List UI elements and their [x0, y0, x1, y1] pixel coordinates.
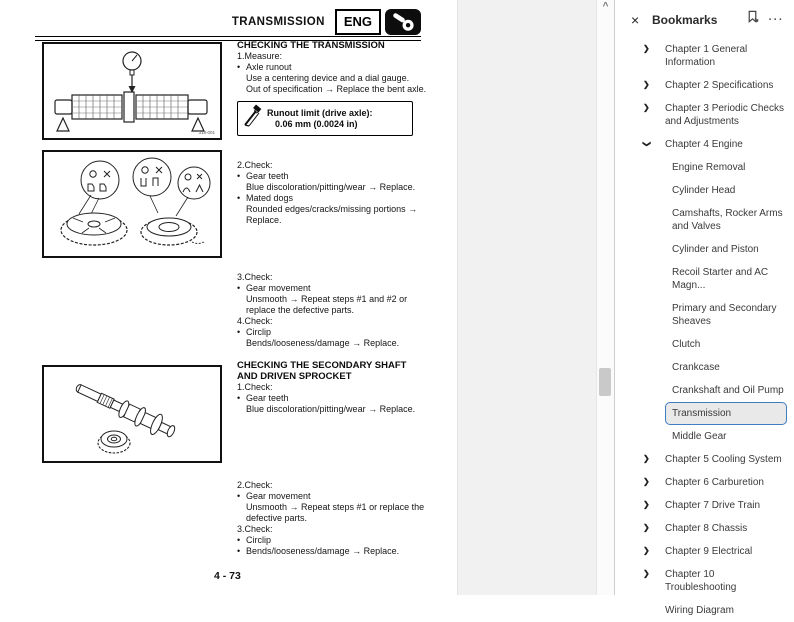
bookmark-item-label: Chapter 10 Troubleshooting: [665, 569, 737, 593]
bookmark-item-chapter-1-general-information[interactable]: [615, 38, 794, 74]
bookmark-item-chapter-4-engine[interactable]: [615, 133, 794, 156]
bookmark-item-label: Chapter 3 Periodic Checks and Adjustments: [665, 103, 784, 127]
text-line: Blue discoloration/pitting/wear → Replace.: [246, 182, 416, 192]
bullet-icon: •: [237, 193, 241, 203]
bookmark-list: [615, 35, 794, 622]
text-lines: [237, 382, 427, 557]
bookmark-item-cylinder-head[interactable]: [615, 179, 794, 202]
bookmark-item-chapter-8-chassis[interactable]: [615, 517, 794, 540]
spec-line-2: 0.06 mm (0.0024 in): [275, 118, 358, 129]
text-line: [237, 283, 427, 294]
bookmark-item-recoil-starter-and-ac-magn[interactable]: [615, 261, 794, 297]
bookmarks-title: Bookmarks: [652, 12, 718, 27]
text: Mated dogs: [246, 193, 294, 203]
bookmark-item-label: Transmission: [672, 408, 732, 419]
bookmark-item-clutch[interactable]: [615, 333, 794, 356]
text-line: 2.Check:: [237, 480, 273, 490]
overflow-menu-icon[interactable]: ···: [768, 13, 784, 26]
bookmark-item-label: Cylinder Head: [672, 185, 736, 196]
text-line: Bends/looseness/damage → Replace.: [246, 338, 400, 348]
text-line: defective parts.: [246, 513, 308, 523]
bookmark-item-label: Recoil Starter and AC Magn...: [672, 267, 769, 291]
bookmark-item-label: Cylinder and Piston: [672, 244, 759, 255]
gear-dogs-drawing: [42, 150, 222, 258]
bookmark-item-cylinder-and-piston[interactable]: [615, 238, 794, 261]
tool-badge: [385, 9, 421, 35]
text: Circlip: [246, 327, 272, 337]
section-checking-secondary-shaft: [237, 360, 427, 557]
text-line: 1.Measure:: [237, 51, 283, 61]
scroll-up-arrow-icon[interactable]: ^: [602, 1, 609, 12]
bookmark-item-label: Chapter 8 Chassis: [665, 523, 748, 534]
text: Gear teeth: [246, 171, 289, 181]
bookmark-item-camshafts-rocker-arms-and-valves[interactable]: [615, 202, 794, 238]
spec-box: [237, 101, 413, 136]
bookmark-item-label: Chapter 7 Drive Train: [665, 500, 761, 511]
text-line: 3.Check:: [237, 524, 273, 534]
chevron-right-icon[interactable]: ❯: [643, 523, 650, 532]
bookmarks-panel: [614, 0, 794, 616]
text: Gear movement: [246, 283, 311, 293]
page-title: TRANSMISSION: [231, 16, 325, 28]
text-lines: [237, 51, 427, 95]
bookmark-item-wiring-diagram[interactable]: [615, 599, 794, 622]
bookmark-item-chapter-2-specifications[interactable]: [615, 74, 794, 97]
bookmark-item-chapter-9-electrical[interactable]: [615, 540, 794, 563]
chevron-right-icon[interactable]: ❯: [643, 44, 650, 53]
bookmarks-header: [615, 0, 794, 35]
bookmarks-header-icons: [745, 9, 787, 30]
bookmark-item-label: Camshafts, Rocker Arms and Valves: [672, 208, 783, 232]
text-line: [237, 535, 427, 546]
axle-runout-drawing: [42, 42, 222, 140]
figure-caption: 318-001: [198, 130, 215, 135]
bookmark-item-label: Chapter 5 Cooling System: [665, 454, 782, 465]
text-line: [237, 193, 427, 204]
bookmark-item-label: Chapter 2 Specifications: [665, 80, 774, 91]
text-line: [237, 393, 427, 404]
bookmark-item-chapter-3-periodic-checks-and-adjustments[interactable]: [615, 97, 794, 133]
bullet-icon: •: [237, 491, 241, 501]
secondary-shaft-drawing: [42, 365, 222, 463]
bullet-icon: •: [237, 393, 241, 403]
caliper-icon: [242, 105, 262, 132]
text-line: 1.Check:: [237, 382, 273, 392]
scrollbar-thumb[interactable]: [599, 368, 611, 396]
text: Circlip: [246, 535, 272, 545]
bookmark-item-engine-removal[interactable]: [615, 156, 794, 179]
text-lines: [237, 136, 427, 349]
bullet-icon: •: [237, 327, 241, 337]
bullet-icon: •: [237, 535, 241, 545]
bookmark-item-crankshaft-and-oil-pump[interactable]: [615, 379, 794, 402]
section-checking-transmission: [237, 40, 427, 349]
text-line: [237, 546, 427, 557]
text-line: Unsmooth → Repeat steps #1 or replace the: [246, 502, 425, 512]
text-line: [237, 62, 427, 73]
bookmark-item-label: Chapter 4 Engine: [665, 139, 743, 150]
chevron-right-icon[interactable]: ❯: [643, 477, 650, 486]
text-line: 4.Check:: [237, 316, 273, 326]
add-bookmark-icon[interactable]: [745, 9, 760, 30]
text: Axle runout: [246, 62, 292, 72]
page-number: 4 - 73: [214, 570, 241, 582]
main-scrollbar[interactable]: [596, 0, 614, 595]
bookmark-item-label: Crankcase: [672, 362, 720, 373]
bullet-icon: •: [237, 283, 241, 293]
text: Gear movement: [246, 491, 311, 501]
spec-text: [267, 108, 373, 130]
text-line: [237, 171, 427, 182]
bookmark-item-label: Chapter 9 Electrical: [665, 546, 753, 557]
socket-wrench-icon: [386, 10, 420, 34]
text: Bends/looseness/damage → Replace.: [246, 546, 400, 556]
text-line: Rounded edges/cracks/missing portions →: [246, 204, 418, 214]
text: Gear teeth: [246, 393, 289, 403]
text-line: Use a centering device and a dial gauge.: [246, 73, 410, 83]
figure-gear-teeth: [42, 150, 222, 258]
figure-axle-runout: [42, 42, 222, 140]
bookmark-item-primary-and-secondary-sheaves[interactable]: [615, 297, 794, 333]
text-line: [237, 491, 427, 502]
bookmark-item-label: Crankshaft and Oil Pump: [672, 385, 784, 396]
bookmark-item-label: Chapter 1 General Information: [665, 44, 748, 68]
bookmark-item-chapter-7-drive-train[interactable]: [615, 494, 794, 517]
bookmark-item-label: Engine Removal: [672, 162, 746, 173]
eng-badge: ENG: [335, 9, 381, 35]
text-line: Replace.: [246, 215, 282, 225]
bullet-icon: •: [237, 546, 241, 556]
text-line: Unsmooth → Repeat steps #1 and #2 or: [246, 294, 408, 304]
spacer: [237, 226, 427, 272]
chevron-right-icon[interactable]: ❯: [643, 500, 650, 509]
section-heading: CHECKING THE TRANSMISSION: [237, 40, 385, 51]
text-line: Blue discoloration/pitting/wear → Replace.: [246, 404, 416, 414]
chevron-right-icon[interactable]: ❯: [643, 546, 650, 555]
bookmark-item-label: Wiring Diagram: [665, 605, 734, 616]
bookmark-item-label: Clutch: [672, 339, 701, 350]
bookmark-item-middle-gear[interactable]: [615, 425, 794, 448]
text-line: replace the defective parts.: [246, 305, 355, 315]
spec-line-1: Runout limit (drive axle):: [267, 107, 373, 118]
bookmark-item-label: Middle Gear: [672, 431, 727, 442]
close-icon[interactable]: ×: [631, 11, 640, 28]
page-header: [35, 8, 421, 36]
chevron-right-icon[interactable]: ❯: [643, 80, 650, 89]
text-line: Out of specification → Replace the bent axle.: [246, 84, 427, 94]
text-line: 2.Check:: [237, 160, 273, 170]
bookmark-item-chapter-5-cooling-system[interactable]: [615, 448, 794, 471]
bookmark-item-transmission[interactable]: [665, 402, 787, 425]
text-line: [237, 327, 427, 338]
chevron-right-icon[interactable]: ❯: [643, 454, 650, 463]
bookmark-item-chapter-10-troubleshooting[interactable]: [615, 563, 794, 599]
bookmark-item-label: Primary and Secondary Sheaves: [672, 303, 777, 327]
bookmark-item-label: Chapter 6 Carburetion: [665, 477, 764, 488]
bookmark-item-chapter-6-carburetion[interactable]: [615, 471, 794, 494]
spacer: [237, 136, 427, 160]
text-line: 3.Check:: [237, 272, 273, 282]
chevron-right-icon[interactable]: ❯: [643, 103, 650, 112]
bullet-icon: •: [237, 62, 241, 72]
section-heading: CHECKING THE SECONDARY SHAFT AND DRIVEN SPROCKET: [237, 360, 407, 382]
chevron-right-icon[interactable]: ❯: [643, 569, 650, 578]
bullet-icon: •: [237, 171, 241, 181]
spacer: [237, 415, 427, 480]
chevron-down-icon[interactable]: ❯: [642, 140, 652, 148]
figure-secondary-shaft: [42, 365, 222, 463]
bookmark-item-crankcase[interactable]: [615, 356, 794, 379]
